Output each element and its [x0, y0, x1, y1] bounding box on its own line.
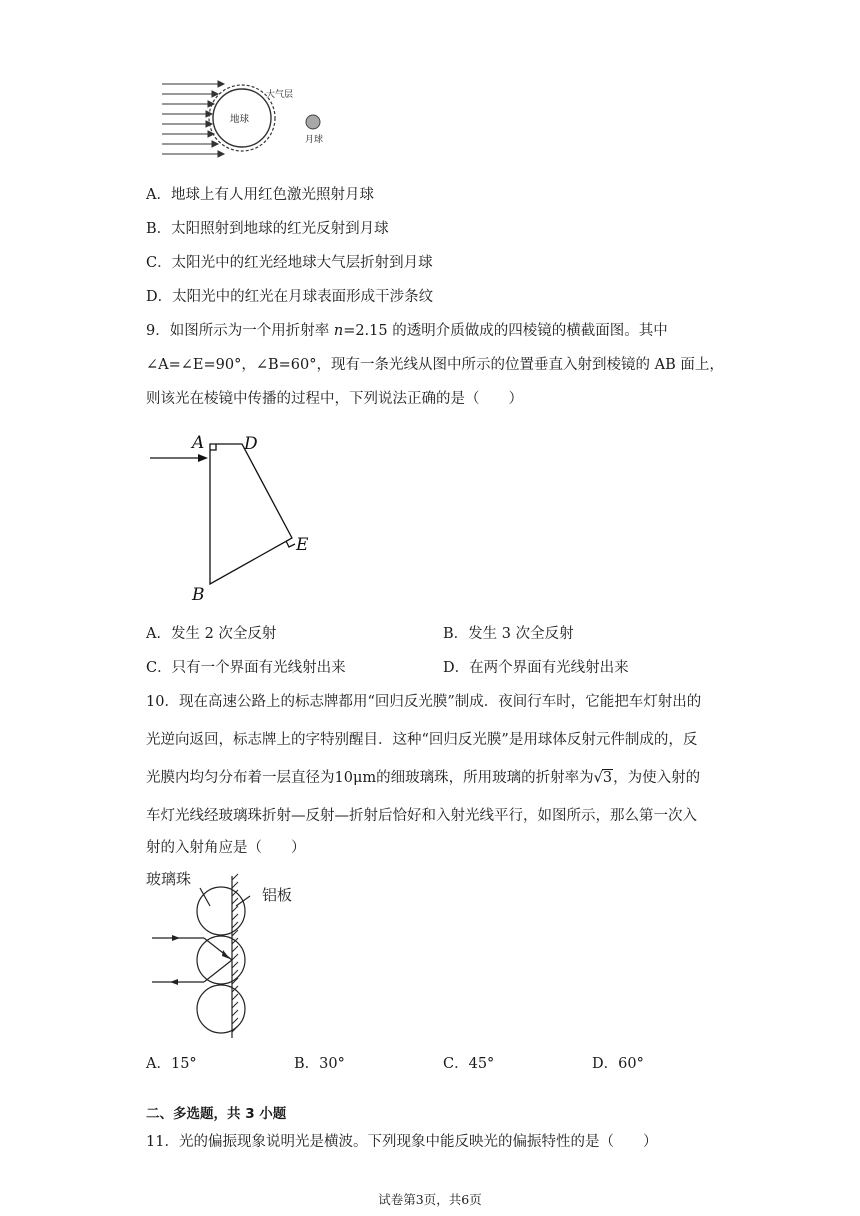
q10-line-4: 车灯光线经玻璃珠折射—反射—折射后恰好和入射光线平行，如图所示，那么第一次入 [146, 808, 697, 824]
q10-option-d: D．60° [592, 1056, 644, 1072]
q8-option-b: B．太阳照射到地球的红光反射到月球 [146, 221, 389, 237]
q10-option-a: A．15° [146, 1056, 197, 1072]
aluminum-plate-label: 铝板 [262, 886, 293, 904]
q9-line-3: 则该光在棱镜中传播的过程中，下列说法正确的是（ ） [146, 391, 523, 407]
figure-prism [146, 428, 326, 608]
sqrt-symbol: √3 [593, 770, 613, 786]
q8-option-a: A．地球上有人用红色激光照射月球 [146, 187, 374, 203]
q10-line-5: 射的入射角应是（ ） [146, 840, 306, 856]
earth-label: 地球 [230, 114, 250, 125]
figure-glass-beads [146, 866, 326, 1044]
q8-option-d: D．太阳光中的红光在月球表面形成干涉条纹 [146, 289, 434, 305]
atmosphere-label: 大气层 [266, 90, 294, 100]
q10-line-2: 光逆向返回，标志牌上的字特别醒目．这种“回归反光膜”是用球体反射元件制成的，反 [146, 732, 698, 748]
q9-line-1: 9．如图所示为一个用折射率 n=2.15 的透明介质做成的四棱镜的横截面图。其中 [146, 323, 668, 339]
section-heading: 二、多选题，共 3 小题 [146, 1106, 287, 1122]
glass-bead-label: 玻璃珠 [146, 870, 192, 888]
page-footer: 试卷第3页，共6页 [378, 1192, 482, 1207]
prism-label-b: B [192, 585, 205, 605]
prism-label-a: A [192, 433, 205, 453]
prism-label-d: D [244, 434, 258, 454]
q9-option-d: D．在两个界面有光线射出来 [443, 660, 629, 676]
q9-option-c: C．只有一个界面有光线射出来 [146, 660, 346, 676]
q9-line-2: ∠A=∠E=90°，∠B=60°，现有一条光线从图中所示的位置垂直入射到棱镜的 AB 面上， [146, 357, 724, 373]
moon-label: 月球 [305, 135, 324, 145]
q9-option-a: A．发生 2 次全反射 [146, 626, 277, 642]
q9-option-b: B．发生 3 次全反射 [443, 626, 574, 642]
q10-option-c: C．45° [443, 1056, 495, 1072]
figure-earth-moon [158, 78, 338, 160]
q10-option-b: B．30° [294, 1056, 345, 1072]
q11-text: 11．光的偏振现象说明光是横波。下列现象中能反映光的偏振特性的是（ ） [146, 1134, 658, 1150]
q10-line-1: 10．现在高速公路上的标志牌都用“回归反光膜”制成．夜间行车时，它能把车灯射出的 [146, 694, 702, 710]
prism-label-e: E [296, 535, 309, 555]
q10-line-3: 光膜内均匀分布着一层直径为10μm的细玻璃珠，所用玻璃的折射率为√3，为使入射的 [146, 770, 701, 786]
q8-option-c: C．太阳光中的红光经地球大气层折射到月球 [146, 255, 433, 271]
